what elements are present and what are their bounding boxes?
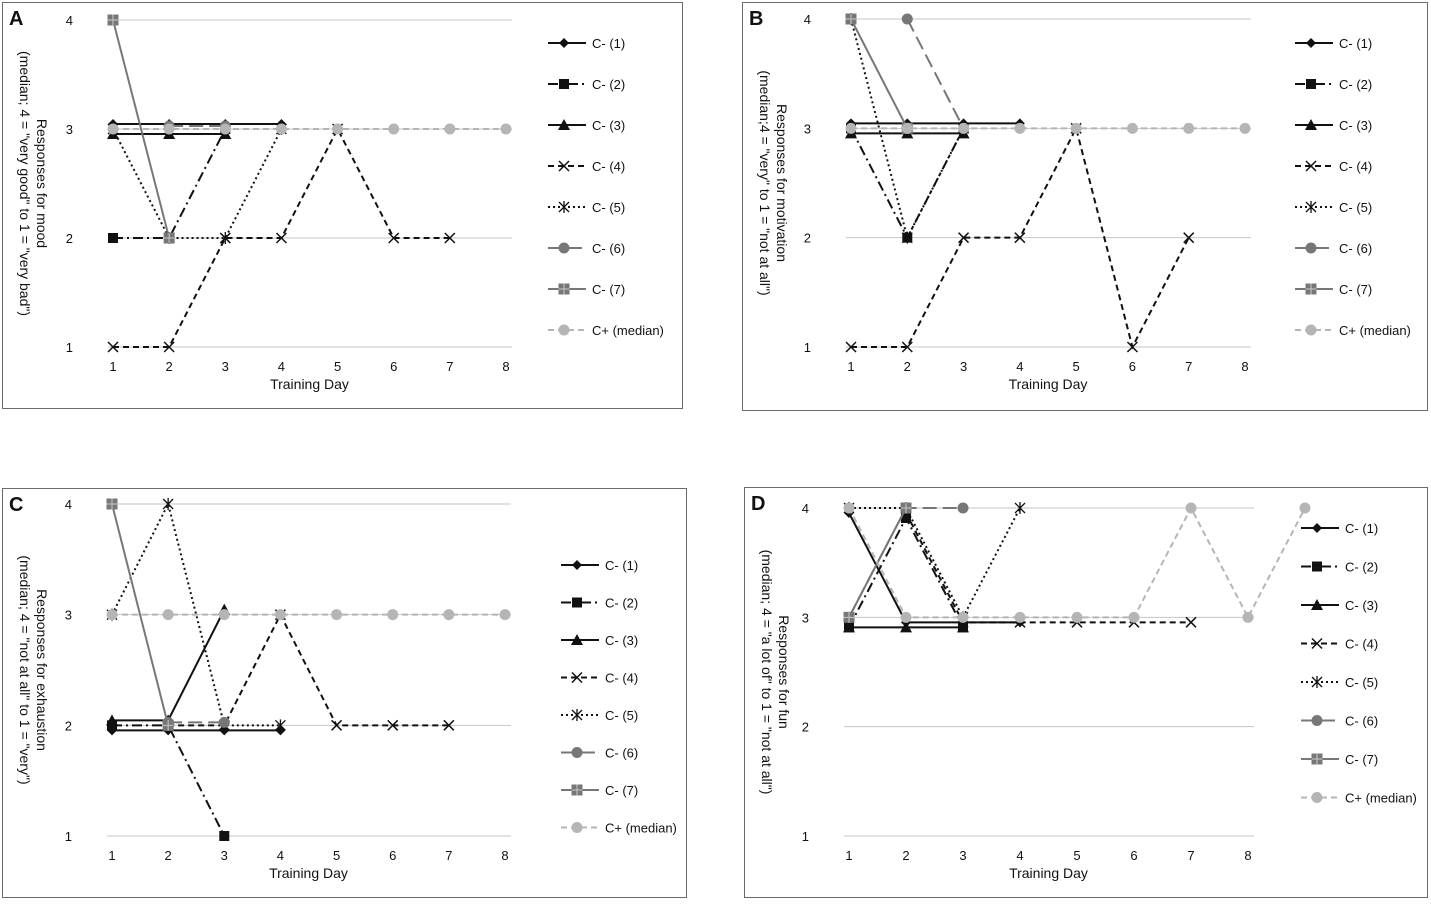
x-tick-label: 7	[445, 848, 453, 863]
legend-item	[561, 783, 638, 798]
legend-item	[1301, 521, 1378, 536]
x-tick-label: 3	[220, 848, 228, 863]
x-tick-label: 1	[108, 848, 116, 863]
y-tick-label: 3	[64, 607, 72, 623]
data-point	[388, 124, 399, 135]
data-point	[1014, 123, 1025, 134]
series-c-1-	[108, 119, 286, 129]
series-line	[849, 518, 963, 627]
series-line	[906, 513, 1191, 622]
legend-label: C- (2)	[605, 595, 639, 611]
legend-item	[548, 36, 625, 51]
legend-item	[548, 200, 625, 215]
legend-item	[1295, 77, 1372, 92]
series-c-1-	[846, 118, 1025, 128]
legend-marker	[559, 243, 570, 254]
x-axis-label: Training Day	[270, 376, 349, 392]
data-point	[443, 609, 454, 620]
legend-label: C- (5)	[592, 200, 626, 215]
legend-label: C+ (median)	[605, 820, 677, 836]
series-line	[113, 129, 281, 238]
y-axis-label-line2: (median; 4 = "not at all" to 1 = "very")	[17, 555, 33, 785]
data-point	[163, 609, 174, 620]
series-c-5-	[108, 123, 286, 244]
legend-item	[561, 671, 638, 686]
series-c-4-	[163, 610, 454, 731]
data-point	[1186, 617, 1196, 627]
chart-svg	[3, 489, 688, 899]
x-tick-label: 8	[502, 359, 510, 374]
legend-label: C- (1)	[1339, 36, 1373, 51]
legend-label: C- (2)	[592, 77, 626, 92]
legend-marker	[1312, 792, 1323, 803]
legend-label: C- (2)	[1345, 559, 1379, 575]
x-tick-label: 7	[446, 359, 454, 374]
data-point	[219, 609, 230, 620]
y-tick-label: 3	[801, 610, 809, 626]
x-tick-label: 5	[332, 848, 341, 863]
data-point	[164, 233, 175, 244]
legend-label: C- (4)	[1345, 636, 1379, 652]
data-point	[902, 14, 913, 25]
legend-item	[548, 323, 664, 338]
series-line	[112, 725, 224, 836]
data-point	[107, 609, 118, 620]
y-tick-label: 1	[64, 829, 72, 844]
legend-label: C- (3)	[1345, 598, 1379, 613]
data-point	[219, 717, 230, 728]
legend-label: C+ (median)	[592, 323, 664, 338]
data-point	[846, 123, 857, 134]
x-tick-label: 3	[959, 359, 968, 374]
series-c-1-	[107, 725, 285, 735]
data-point	[108, 124, 119, 135]
chart-svg	[743, 3, 1429, 412]
data-point	[844, 503, 855, 514]
data-point	[219, 831, 229, 841]
x-tick-label: 7	[1187, 848, 1195, 863]
x-tick-label: 4	[276, 848, 285, 863]
panel-a	[2, 2, 683, 409]
series-line	[851, 128, 964, 237]
series-line	[849, 508, 1305, 617]
panel-letter: C	[9, 494, 24, 516]
legend-item	[561, 558, 638, 573]
series-c-7-	[846, 14, 913, 134]
data-point	[163, 720, 174, 731]
y-axis-label-line1: Responses for fun	[776, 615, 792, 729]
data-point	[500, 609, 511, 620]
legend-marker	[1306, 79, 1316, 89]
legend-label: C- (3)	[605, 633, 639, 648]
x-tick-label: 6	[389, 848, 397, 863]
legend-marker	[572, 747, 583, 758]
legend-label: C+ (median)	[1339, 323, 1411, 338]
legend-marker	[559, 284, 570, 295]
legend-marker	[572, 709, 582, 721]
legend-item	[1301, 791, 1417, 806]
panel-letter: B	[749, 8, 764, 30]
data-point	[901, 503, 912, 514]
x-axis-label: Training Day	[1009, 865, 1088, 881]
legend-marker	[1306, 38, 1316, 48]
legend-item	[561, 633, 638, 648]
legend-marker	[1306, 243, 1317, 254]
y-tick-label: 3	[803, 121, 811, 137]
legend-label: C- (6)	[1339, 241, 1373, 256]
data-point	[1072, 612, 1083, 623]
x-tick-label: 8	[1244, 848, 1252, 863]
legend-label: C- (4)	[605, 670, 639, 686]
y-tick-label: 4	[803, 12, 811, 27]
data-point	[1300, 503, 1311, 514]
legend-marker	[1306, 325, 1317, 336]
legend-marker	[572, 560, 582, 570]
legend-label: C- (7)	[1339, 282, 1373, 297]
y-tick-label: 2	[803, 230, 811, 246]
y-axis-label-line2: (median; 4 = "a lot of" to 1 = "not at all")	[759, 549, 775, 795]
legend-item	[548, 282, 625, 297]
data-point	[1183, 123, 1194, 134]
legend-label: C- (1)	[605, 558, 639, 573]
legend-label: C- (6)	[592, 241, 626, 256]
legend-label: C+ (median)	[1345, 790, 1417, 806]
data-point	[846, 14, 857, 25]
y-tick-label: 2	[65, 231, 73, 246]
x-tick-label: 5	[1072, 359, 1080, 374]
x-tick-label: 1	[109, 359, 117, 374]
legend-label: C- (1)	[1345, 521, 1379, 536]
x-tick-label: 4	[1016, 359, 1024, 374]
data-point	[901, 612, 912, 623]
data-point	[958, 612, 969, 623]
data-point	[958, 123, 969, 134]
y-axis-label-line1: Responses for exhaustion	[34, 589, 50, 751]
legend-label: C- (5)	[605, 708, 639, 723]
panel-c	[2, 488, 687, 898]
data-point	[844, 612, 855, 623]
legend-marker	[572, 822, 583, 833]
panel-b	[742, 2, 1428, 411]
legend-marker	[559, 201, 569, 213]
series-line	[849, 508, 963, 617]
legend-marker	[572, 598, 582, 608]
legend-item	[548, 241, 625, 256]
x-tick-label: 2	[164, 848, 172, 863]
data-point	[902, 123, 913, 134]
x-tick-label: 6	[1130, 848, 1138, 863]
legend-label: C- (1)	[592, 36, 626, 51]
x-tick-label: 3	[959, 848, 967, 863]
x-tick-label: 2	[165, 359, 173, 374]
series-c-5-	[844, 502, 1025, 623]
series-c-6-	[902, 14, 969, 134]
data-point	[108, 233, 118, 243]
legend-item	[561, 746, 638, 761]
y-tick-label: 4	[65, 13, 73, 28]
legend-label: C- (6)	[1345, 713, 1379, 729]
series-c-2-	[107, 720, 229, 841]
data-point	[387, 609, 398, 620]
legend-label: C- (7)	[592, 282, 626, 297]
panel-letter: A	[9, 8, 24, 30]
x-tick-label: 4	[1016, 848, 1024, 863]
chart-svg	[745, 488, 1429, 899]
x-tick-label: 8	[501, 848, 509, 863]
legend-marker	[559, 38, 569, 48]
legend-item	[1301, 637, 1378, 652]
legend-label: C- (5)	[1345, 675, 1379, 690]
data-point	[108, 15, 119, 26]
legend-item	[548, 159, 625, 174]
data-point	[1015, 612, 1026, 623]
legend-marker	[1306, 284, 1317, 295]
legend-item	[1295, 323, 1411, 338]
legend-item	[1301, 752, 1378, 767]
data-point	[1243, 612, 1254, 623]
x-tick-label: 2	[903, 359, 911, 374]
x-tick-label: 5	[333, 359, 342, 374]
legend-item	[548, 77, 625, 92]
series-c-2-	[846, 123, 969, 242]
y-axis-label-line1: Responses for motivation	[774, 104, 790, 262]
series-c-4-	[901, 508, 1196, 627]
x-tick-label: 6	[1128, 359, 1137, 374]
series-line	[112, 610, 224, 721]
legend-marker	[559, 325, 570, 336]
legend-marker	[1306, 201, 1316, 213]
legend-item	[1301, 714, 1378, 729]
data-point	[220, 124, 231, 135]
legend-marker	[572, 785, 583, 796]
chart-svg	[3, 3, 684, 410]
legend-label: C- (7)	[605, 783, 639, 798]
y-tick-label: 1	[801, 829, 809, 844]
series-line	[113, 129, 225, 238]
data-point	[275, 609, 286, 620]
series-line	[851, 19, 907, 128]
x-axis-label: Training Day	[1008, 376, 1088, 392]
x-tick-label: 6	[390, 359, 398, 374]
data-point	[444, 124, 455, 135]
legend-item	[1295, 36, 1372, 51]
y-tick-label: 1	[803, 340, 811, 355]
y-tick-label: 2	[64, 718, 72, 734]
data-point	[1071, 123, 1082, 134]
data-point	[164, 124, 175, 135]
x-tick-label: 5	[1073, 848, 1081, 863]
x-tick-label: 2	[902, 848, 910, 863]
legend-item	[1295, 282, 1372, 297]
y-tick-label: 2	[801, 719, 809, 735]
y-axis-label-line2: (median; 4 = "very good" to 1 = "very bad")	[17, 50, 33, 317]
legend-item	[561, 708, 638, 723]
legend-item	[1295, 200, 1372, 215]
legend-item	[548, 118, 625, 133]
x-tick-label: 3	[221, 359, 229, 374]
legend-marker	[1312, 754, 1323, 765]
y-tick-label: 4	[801, 501, 809, 516]
legend-marker	[559, 79, 569, 89]
y-tick-label: 1	[65, 340, 73, 355]
data-point	[332, 124, 343, 135]
series-line	[907, 19, 963, 128]
data-point	[501, 124, 512, 135]
y-tick-label: 4	[64, 497, 72, 512]
legend-label: C- (3)	[592, 118, 626, 133]
x-tick-label: 7	[1185, 359, 1193, 374]
legend-item	[1301, 560, 1378, 575]
data-point	[107, 499, 118, 510]
legend-item	[1301, 675, 1378, 690]
legend-label: C- (4)	[592, 159, 626, 174]
panel-d	[744, 487, 1428, 898]
x-tick-label: 1	[845, 848, 853, 863]
legend-marker	[1312, 676, 1322, 688]
legend-item	[561, 821, 677, 836]
data-point	[276, 124, 287, 135]
x-tick-label: 8	[1241, 359, 1249, 374]
legend-label: C- (7)	[1345, 752, 1379, 767]
series-c-2-	[108, 124, 230, 243]
series-c-3-	[106, 604, 230, 726]
legend-item	[1295, 118, 1372, 133]
data-point	[958, 503, 969, 514]
x-axis-label: Training Day	[269, 865, 348, 881]
legend-item	[1295, 159, 1372, 174]
legend-label: C- (3)	[1339, 118, 1373, 133]
data-point	[331, 609, 342, 620]
legend-label: C- (5)	[1339, 200, 1373, 215]
y-axis-label-line2: (median;4 = "very" to 1 = "not at all")	[757, 70, 773, 296]
legend-marker	[1312, 523, 1322, 533]
panel-letter: D	[751, 493, 766, 515]
data-point	[1129, 612, 1140, 623]
legend-marker	[1312, 715, 1323, 726]
data-point	[1240, 123, 1251, 134]
x-tick-label: 4	[277, 359, 286, 374]
data-point	[1186, 503, 1197, 514]
x-tick-label: 1	[847, 359, 855, 374]
legend-marker	[1312, 562, 1322, 572]
y-tick-label: 3	[65, 122, 73, 137]
legend-item	[1295, 241, 1372, 256]
legend-label: C- (2)	[1339, 77, 1373, 92]
y-axis-label-line1: Responses for mood	[34, 118, 50, 249]
legend-label: C- (6)	[605, 745, 639, 761]
data-point	[1127, 123, 1138, 134]
legend-label: C- (4)	[1339, 159, 1373, 174]
legend-item	[561, 596, 638, 611]
legend-item	[1301, 598, 1378, 613]
